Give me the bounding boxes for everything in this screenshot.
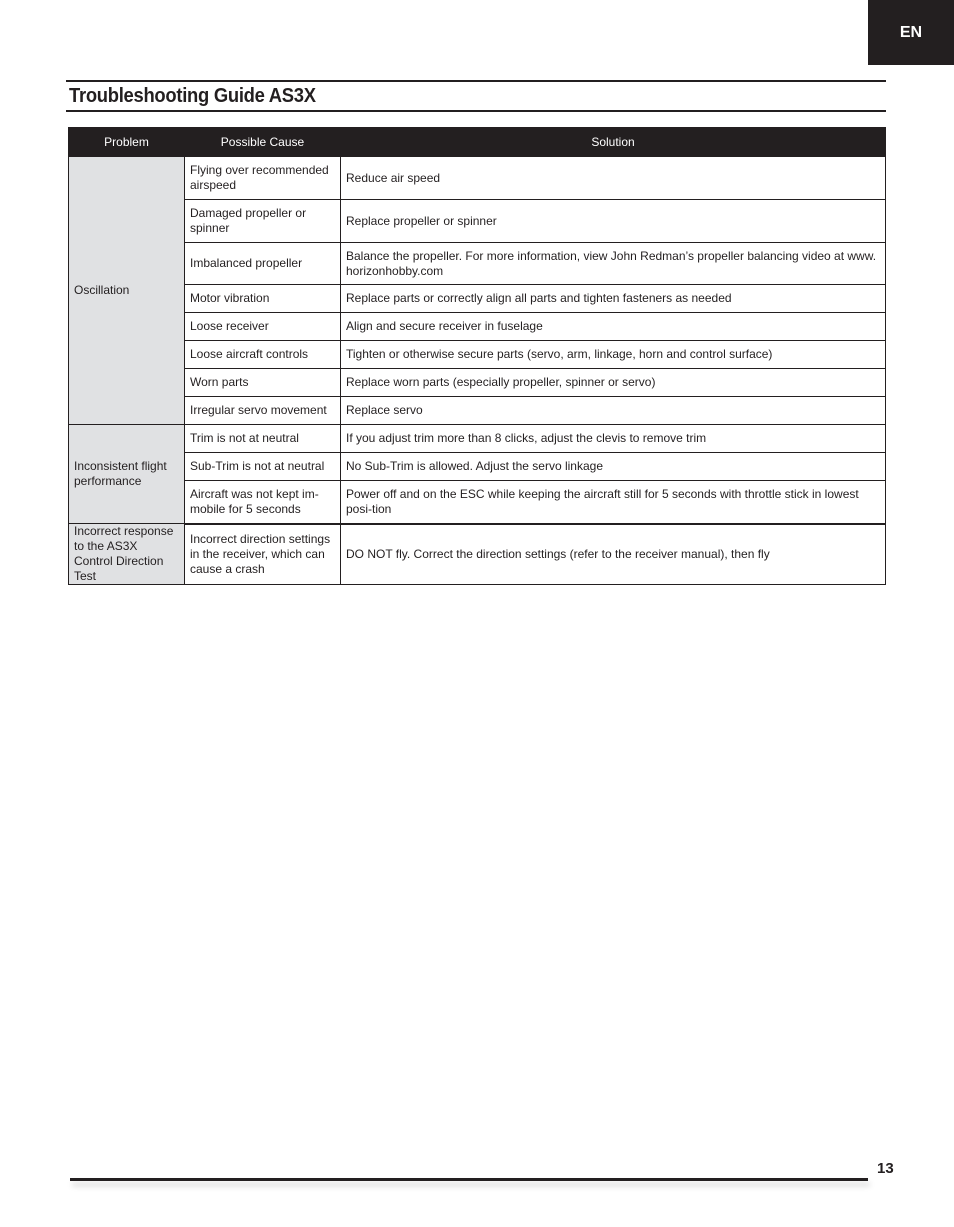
cause-cell: Loose aircraft controls (185, 341, 341, 369)
solution-cell: Align and secure receiver in fuselage (341, 313, 886, 341)
footer-rule (70, 1178, 868, 1181)
title-bar (66, 80, 886, 112)
cause-cell: Damaged propeller or spinner (185, 200, 341, 243)
solution-cell: Tighten or otherwise secure parts (servo, arm, linkage, horn and control surface) (341, 341, 886, 369)
solution-cell: Balance the propeller. For more information, view John Redman’s propeller balancing video at www. horizonhobby.com (341, 243, 886, 285)
cause-cell: Imbalanced propeller (185, 243, 341, 285)
table-row (69, 369, 886, 397)
table-row (69, 453, 886, 481)
table-row (69, 243, 886, 285)
column-header-problem: Problem (69, 128, 185, 157)
solution-cell: Replace worn parts (especially propeller, spinner or servo) (341, 369, 886, 397)
troubleshooting-table (68, 127, 886, 585)
column-header-cause: Possible Cause (185, 128, 341, 157)
cause-cell: Flying over recommended airspeed (185, 157, 341, 200)
solution-cell: DO NOT fly. Correct the direction settings (refer to the receiver manual), then fly (341, 524, 886, 585)
table-row (69, 481, 886, 524)
table-row (69, 313, 886, 341)
table-header-row (69, 128, 886, 157)
solution-cell: Reduce air speed (341, 157, 886, 200)
solution-cell: If you adjust trim more than 8 clicks, adjust the clevis to remove trim (341, 425, 886, 453)
problem-cell: Oscillation (69, 157, 185, 425)
table-row (69, 285, 886, 313)
solution-cell: Replace parts or correctly align all parts and tighten fasteners as needed (341, 285, 886, 313)
problem-cell: Incorrect response to the AS3X Control Direction Test (69, 524, 185, 585)
table-row (69, 397, 886, 425)
page-number: 13 (877, 1160, 894, 1177)
cause-cell: Worn parts (185, 369, 341, 397)
cause-cell: Sub-Trim is not at neutral (185, 453, 341, 481)
table-row (69, 425, 886, 453)
solution-cell: Power off and on the ESC while keeping the aircraft still for 5 seconds with throttle stick in lowest posi-tion (341, 481, 886, 524)
solution-cell: No Sub-Trim is allowed. Adjust the servo linkage (341, 453, 886, 481)
language-tab-label: EN (899, 23, 923, 41)
problem-cell: Inconsistent flight performance (69, 425, 185, 524)
table-row (69, 341, 886, 369)
page-title: Troubleshooting Guide AS3X (69, 84, 316, 107)
cause-cell: Irregular servo movement (185, 397, 341, 425)
cause-cell: Trim is not at neutral (185, 425, 341, 453)
table-row (69, 524, 886, 585)
table-row (69, 200, 886, 243)
cause-cell: Aircraft was not kept im-mobile for 5 seconds (185, 481, 341, 524)
cause-cell: Incorrect direction settings in the receiver, which can cause a crash (185, 524, 341, 585)
solution-cell: Replace propeller or spinner (341, 200, 886, 243)
language-tab[interactable] (868, 0, 954, 65)
table-row (69, 157, 886, 200)
cause-cell: Motor vibration (185, 285, 341, 313)
cause-cell: Loose receiver (185, 313, 341, 341)
column-header-solution: Solution (341, 128, 886, 157)
solution-cell: Replace servo (341, 397, 886, 425)
